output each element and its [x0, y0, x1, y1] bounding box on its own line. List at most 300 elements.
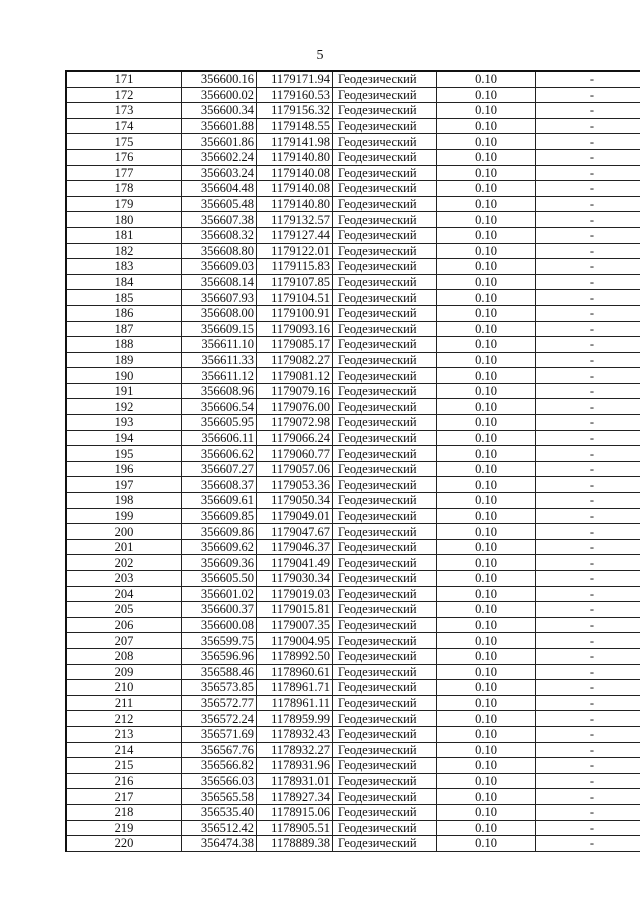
x-coordinate-cell: 356601.86	[182, 134, 257, 150]
y-coordinate-cell: 1179046.37	[257, 539, 333, 555]
table-row	[66, 539, 640, 555]
accuracy-cell: 0.10	[437, 695, 536, 711]
y-coordinate-cell: 1179007.35	[257, 617, 333, 633]
x-coordinate-cell: 356600.16	[182, 71, 257, 87]
accuracy-cell: 0.10	[437, 539, 536, 555]
point-number-cell: 217	[66, 789, 182, 805]
method-cell: Геодезический	[333, 368, 437, 384]
method-cell: Геодезический	[333, 383, 437, 399]
x-coordinate-cell: 356606.62	[182, 446, 257, 462]
x-coordinate-cell: 356599.75	[182, 633, 257, 649]
x-coordinate-cell: 356609.86	[182, 524, 257, 540]
point-number-cell: 215	[66, 758, 182, 774]
note-cell: -	[536, 789, 640, 805]
note-cell: -	[536, 695, 640, 711]
note-cell: -	[536, 571, 640, 587]
accuracy-cell: 0.10	[437, 165, 536, 181]
point-number-cell: 207	[66, 633, 182, 649]
point-number-cell: 219	[66, 820, 182, 836]
method-cell: Геодезический	[333, 71, 437, 87]
x-coordinate-cell: 356600.37	[182, 602, 257, 618]
accuracy-cell: 0.10	[437, 446, 536, 462]
table-row	[66, 134, 640, 150]
method-cell: Геодезический	[333, 508, 437, 524]
x-coordinate-cell: 356600.08	[182, 617, 257, 633]
note-cell: -	[536, 196, 640, 212]
note-cell: -	[536, 461, 640, 477]
table-row	[66, 383, 640, 399]
x-coordinate-cell: 356605.95	[182, 415, 257, 431]
table-row	[66, 664, 640, 680]
accuracy-cell: 0.10	[437, 820, 536, 836]
method-cell: Геодезический	[333, 212, 437, 228]
point-number-cell: 195	[66, 446, 182, 462]
y-coordinate-cell: 1179066.24	[257, 430, 333, 446]
y-coordinate-cell: 1179115.83	[257, 259, 333, 275]
y-coordinate-cell: 1179140.08	[257, 165, 333, 181]
accuracy-cell: 0.10	[437, 196, 536, 212]
method-cell: Геодезический	[333, 181, 437, 197]
x-coordinate-cell: 356608.80	[182, 243, 257, 259]
table-row	[66, 461, 640, 477]
accuracy-cell: 0.10	[437, 758, 536, 774]
note-cell: -	[536, 602, 640, 618]
y-coordinate-cell: 1179041.49	[257, 555, 333, 571]
method-cell: Геодезический	[333, 399, 437, 415]
accuracy-cell: 0.10	[437, 103, 536, 119]
method-cell: Геодезический	[333, 773, 437, 789]
method-cell: Геодезический	[333, 305, 437, 321]
point-number-cell: 196	[66, 461, 182, 477]
y-coordinate-cell: 1179140.80	[257, 196, 333, 212]
y-coordinate-cell: 1178931.01	[257, 773, 333, 789]
note-cell: -	[536, 508, 640, 524]
accuracy-cell: 0.10	[437, 430, 536, 446]
accuracy-cell: 0.10	[437, 149, 536, 165]
table-body	[66, 71, 640, 851]
x-coordinate-cell: 356600.34	[182, 103, 257, 119]
method-cell: Геодезический	[333, 103, 437, 119]
x-coordinate-cell: 356596.96	[182, 648, 257, 664]
point-number-cell: 208	[66, 648, 182, 664]
x-coordinate-cell: 356566.82	[182, 758, 257, 774]
method-cell: Геодезический	[333, 415, 437, 431]
table-row	[66, 680, 640, 696]
table-row	[66, 352, 640, 368]
y-coordinate-cell: 1179100.91	[257, 305, 333, 321]
accuracy-cell: 0.10	[437, 555, 536, 571]
point-number-cell: 199	[66, 508, 182, 524]
method-cell: Геодезический	[333, 555, 437, 571]
y-coordinate-cell: 1179127.44	[257, 227, 333, 243]
x-coordinate-cell: 356606.11	[182, 430, 257, 446]
method-cell: Геодезический	[333, 196, 437, 212]
point-number-cell: 173	[66, 103, 182, 119]
x-coordinate-cell: 356601.02	[182, 586, 257, 602]
table-row	[66, 586, 640, 602]
x-coordinate-cell: 356571.69	[182, 726, 257, 742]
point-number-cell: 183	[66, 259, 182, 275]
point-number-cell: 177	[66, 165, 182, 181]
method-cell: Геодезический	[333, 804, 437, 820]
method-cell: Геодезический	[333, 680, 437, 696]
x-coordinate-cell: 356611.12	[182, 368, 257, 384]
note-cell: -	[536, 71, 640, 87]
x-coordinate-cell: 356611.10	[182, 337, 257, 353]
y-coordinate-cell: 1179072.98	[257, 415, 333, 431]
table-row	[66, 118, 640, 134]
accuracy-cell: 0.10	[437, 493, 536, 509]
method-cell: Геодезический	[333, 477, 437, 493]
x-coordinate-cell: 356602.24	[182, 149, 257, 165]
table-row	[66, 415, 640, 431]
x-coordinate-cell: 356603.24	[182, 165, 257, 181]
y-coordinate-cell: 1178889.38	[257, 836, 333, 852]
table-row	[66, 477, 640, 493]
accuracy-cell: 0.10	[437, 571, 536, 587]
method-cell: Геодезический	[333, 165, 437, 181]
accuracy-cell: 0.10	[437, 134, 536, 150]
note-cell: -	[536, 399, 640, 415]
method-cell: Геодезический	[333, 711, 437, 727]
note-cell: -	[536, 181, 640, 197]
table-row	[66, 820, 640, 836]
note-cell: -	[536, 103, 640, 119]
note-cell: -	[536, 337, 640, 353]
point-number-cell: 202	[66, 555, 182, 571]
table-row	[66, 227, 640, 243]
note-cell: -	[536, 820, 640, 836]
point-number-cell: 197	[66, 477, 182, 493]
point-number-cell: 182	[66, 243, 182, 259]
x-coordinate-cell: 356611.33	[182, 352, 257, 368]
point-number-cell: 178	[66, 181, 182, 197]
accuracy-cell: 0.10	[437, 773, 536, 789]
accuracy-cell: 0.10	[437, 648, 536, 664]
x-coordinate-cell: 356609.03	[182, 259, 257, 275]
point-number-cell: 206	[66, 617, 182, 633]
point-number-cell: 186	[66, 305, 182, 321]
note-cell: -	[536, 430, 640, 446]
accuracy-cell: 0.10	[437, 212, 536, 228]
note-cell: -	[536, 118, 640, 134]
y-coordinate-cell: 1178905.51	[257, 820, 333, 836]
method-cell: Геодезический	[333, 290, 437, 306]
table-row	[66, 648, 640, 664]
table-row	[66, 368, 640, 384]
point-number-cell: 212	[66, 711, 182, 727]
y-coordinate-cell: 1178960.61	[257, 664, 333, 680]
y-coordinate-cell: 1178932.27	[257, 742, 333, 758]
x-coordinate-cell: 356567.76	[182, 742, 257, 758]
y-coordinate-cell: 1179156.32	[257, 103, 333, 119]
method-cell: Геодезический	[333, 586, 437, 602]
note-cell: -	[536, 773, 640, 789]
note-cell: -	[536, 446, 640, 462]
note-cell: -	[536, 87, 640, 103]
x-coordinate-cell: 356512.42	[182, 820, 257, 836]
y-coordinate-cell: 1179060.77	[257, 446, 333, 462]
x-coordinate-cell: 356609.36	[182, 555, 257, 571]
table-row	[66, 103, 640, 119]
y-coordinate-cell: 1179085.17	[257, 337, 333, 353]
y-coordinate-cell: 1178961.11	[257, 695, 333, 711]
note-cell: -	[536, 259, 640, 275]
note-cell: -	[536, 493, 640, 509]
table-row	[66, 493, 640, 509]
method-cell: Геодезический	[333, 571, 437, 587]
point-number-cell: 187	[66, 321, 182, 337]
table-row	[66, 508, 640, 524]
y-coordinate-cell: 1179160.53	[257, 87, 333, 103]
note-cell: -	[536, 742, 640, 758]
note-cell: -	[536, 212, 640, 228]
x-coordinate-cell: 356609.61	[182, 493, 257, 509]
accuracy-cell: 0.10	[437, 259, 536, 275]
x-coordinate-cell: 356535.40	[182, 804, 257, 820]
accuracy-cell: 0.10	[437, 680, 536, 696]
table-row	[66, 259, 640, 275]
point-number-cell: 175	[66, 134, 182, 150]
method-cell: Геодезический	[333, 352, 437, 368]
note-cell: -	[536, 243, 640, 259]
x-coordinate-cell: 356600.02	[182, 87, 257, 103]
accuracy-cell: 0.10	[437, 383, 536, 399]
note-cell: -	[536, 477, 640, 493]
table-row	[66, 290, 640, 306]
note-cell: -	[536, 758, 640, 774]
accuracy-cell: 0.10	[437, 633, 536, 649]
x-coordinate-cell: 356601.88	[182, 118, 257, 134]
point-number-cell: 181	[66, 227, 182, 243]
table-row	[66, 149, 640, 165]
accuracy-cell: 0.10	[437, 290, 536, 306]
point-number-cell: 174	[66, 118, 182, 134]
x-coordinate-cell: 356608.96	[182, 383, 257, 399]
accuracy-cell: 0.10	[437, 87, 536, 103]
accuracy-cell: 0.10	[437, 742, 536, 758]
y-coordinate-cell: 1179104.51	[257, 290, 333, 306]
table-row	[66, 742, 640, 758]
point-number-cell: 205	[66, 602, 182, 618]
table-row	[66, 571, 640, 587]
y-coordinate-cell: 1179132.57	[257, 212, 333, 228]
note-cell: -	[536, 227, 640, 243]
accuracy-cell: 0.10	[437, 664, 536, 680]
point-number-cell: 172	[66, 87, 182, 103]
point-number-cell: 216	[66, 773, 182, 789]
method-cell: Геодезический	[333, 648, 437, 664]
method-cell: Геодезический	[333, 789, 437, 805]
note-cell: -	[536, 633, 640, 649]
table-row	[66, 399, 640, 415]
y-coordinate-cell: 1179030.34	[257, 571, 333, 587]
y-coordinate-cell: 1179053.36	[257, 477, 333, 493]
accuracy-cell: 0.10	[437, 415, 536, 431]
y-coordinate-cell: 1178915.06	[257, 804, 333, 820]
y-coordinate-cell: 1179093.16	[257, 321, 333, 337]
point-number-cell: 184	[66, 274, 182, 290]
x-coordinate-cell: 356607.38	[182, 212, 257, 228]
note-cell: -	[536, 664, 640, 680]
y-coordinate-cell: 1179050.34	[257, 493, 333, 509]
x-coordinate-cell: 356609.85	[182, 508, 257, 524]
table-row	[66, 758, 640, 774]
note-cell: -	[536, 711, 640, 727]
table-row	[66, 446, 640, 462]
method-cell: Геодезический	[333, 664, 437, 680]
method-cell: Геодезический	[333, 742, 437, 758]
note-cell: -	[536, 415, 640, 431]
x-coordinate-cell: 356607.27	[182, 461, 257, 477]
point-number-cell: 204	[66, 586, 182, 602]
method-cell: Геодезический	[333, 726, 437, 742]
note-cell: -	[536, 617, 640, 633]
y-coordinate-cell: 1179004.95	[257, 633, 333, 649]
y-coordinate-cell: 1179140.08	[257, 181, 333, 197]
point-number-cell: 190	[66, 368, 182, 384]
note-cell: -	[536, 555, 640, 571]
x-coordinate-cell: 356572.77	[182, 695, 257, 711]
point-number-cell: 201	[66, 539, 182, 555]
accuracy-cell: 0.10	[437, 227, 536, 243]
accuracy-cell: 0.10	[437, 804, 536, 820]
x-coordinate-cell: 356566.03	[182, 773, 257, 789]
table-row	[66, 695, 640, 711]
x-coordinate-cell: 356588.46	[182, 664, 257, 680]
x-coordinate-cell: 356605.50	[182, 571, 257, 587]
note-cell: -	[536, 305, 640, 321]
method-cell: Геодезический	[333, 118, 437, 134]
y-coordinate-cell: 1179107.85	[257, 274, 333, 290]
method-cell: Геодезический	[333, 430, 437, 446]
method-cell: Геодезический	[333, 461, 437, 477]
y-coordinate-cell: 1178961.71	[257, 680, 333, 696]
table-row	[66, 726, 640, 742]
method-cell: Геодезический	[333, 134, 437, 150]
accuracy-cell: 0.10	[437, 789, 536, 805]
x-coordinate-cell: 356565.58	[182, 789, 257, 805]
method-cell: Геодезический	[333, 493, 437, 509]
note-cell: -	[536, 165, 640, 181]
point-number-cell: 191	[66, 383, 182, 399]
table-row	[66, 196, 640, 212]
method-cell: Геодезический	[333, 274, 437, 290]
point-number-cell: 188	[66, 337, 182, 353]
y-coordinate-cell: 1178927.34	[257, 789, 333, 805]
method-cell: Геодезический	[333, 87, 437, 103]
x-coordinate-cell: 356609.15	[182, 321, 257, 337]
accuracy-cell: 0.10	[437, 337, 536, 353]
table-row	[66, 633, 640, 649]
method-cell: Геодезический	[333, 321, 437, 337]
x-coordinate-cell: 356608.14	[182, 274, 257, 290]
method-cell: Геодезический	[333, 820, 437, 836]
accuracy-cell: 0.10	[437, 508, 536, 524]
y-coordinate-cell: 1179171.94	[257, 71, 333, 87]
y-coordinate-cell: 1179122.01	[257, 243, 333, 259]
table-row	[66, 789, 640, 805]
point-number-cell: 200	[66, 524, 182, 540]
accuracy-cell: 0.10	[437, 586, 536, 602]
y-coordinate-cell: 1179140.80	[257, 149, 333, 165]
accuracy-cell: 0.10	[437, 399, 536, 415]
table-row	[66, 337, 640, 353]
page-number: 5	[316, 48, 324, 63]
point-number-cell: 185	[66, 290, 182, 306]
y-coordinate-cell: 1178932.43	[257, 726, 333, 742]
x-coordinate-cell: 356607.93	[182, 290, 257, 306]
note-cell: -	[536, 648, 640, 664]
point-number-cell: 189	[66, 352, 182, 368]
x-coordinate-cell: 356609.62	[182, 539, 257, 555]
accuracy-cell: 0.10	[437, 524, 536, 540]
note-cell: -	[536, 836, 640, 852]
accuracy-cell: 0.10	[437, 602, 536, 618]
point-number-cell: 179	[66, 196, 182, 212]
accuracy-cell: 0.10	[437, 726, 536, 742]
accuracy-cell: 0.10	[437, 836, 536, 852]
method-cell: Геодезический	[333, 617, 437, 633]
note-cell: -	[536, 368, 640, 384]
note-cell: -	[536, 680, 640, 696]
y-coordinate-cell: 1178959.99	[257, 711, 333, 727]
note-cell: -	[536, 321, 640, 337]
x-coordinate-cell: 356605.48	[182, 196, 257, 212]
table-row	[66, 165, 640, 181]
method-cell: Геодезический	[333, 227, 437, 243]
point-number-cell: 220	[66, 836, 182, 852]
x-coordinate-cell: 356572.24	[182, 711, 257, 727]
x-coordinate-cell: 356474.38	[182, 836, 257, 852]
table-row	[66, 711, 640, 727]
accuracy-cell: 0.10	[437, 368, 536, 384]
y-coordinate-cell: 1179049.01	[257, 508, 333, 524]
method-cell: Геодезический	[333, 259, 437, 275]
method-cell: Геодезический	[333, 633, 437, 649]
accuracy-cell: 0.10	[437, 711, 536, 727]
point-number-cell: 194	[66, 430, 182, 446]
accuracy-cell: 0.10	[437, 352, 536, 368]
note-cell: -	[536, 134, 640, 150]
y-coordinate-cell: 1179015.81	[257, 602, 333, 618]
x-coordinate-cell: 356608.37	[182, 477, 257, 493]
note-cell: -	[536, 524, 640, 540]
table-row	[66, 617, 640, 633]
table-row	[66, 321, 640, 337]
note-cell: -	[536, 274, 640, 290]
point-number-cell: 171	[66, 71, 182, 87]
accuracy-cell: 0.10	[437, 118, 536, 134]
point-number-cell: 198	[66, 493, 182, 509]
y-coordinate-cell: 1179082.27	[257, 352, 333, 368]
point-number-cell: 213	[66, 726, 182, 742]
point-number-cell: 214	[66, 742, 182, 758]
accuracy-cell: 0.10	[437, 305, 536, 321]
accuracy-cell: 0.10	[437, 321, 536, 337]
table-row	[66, 524, 640, 540]
point-number-cell: 192	[66, 399, 182, 415]
table-row	[66, 243, 640, 259]
y-coordinate-cell: 1179141.98	[257, 134, 333, 150]
point-number-cell: 209	[66, 664, 182, 680]
method-cell: Геодезический	[333, 836, 437, 852]
point-number-cell: 176	[66, 149, 182, 165]
note-cell: -	[536, 804, 640, 820]
table-row	[66, 836, 640, 852]
method-cell: Геодезический	[333, 337, 437, 353]
method-cell: Геодезический	[333, 149, 437, 165]
